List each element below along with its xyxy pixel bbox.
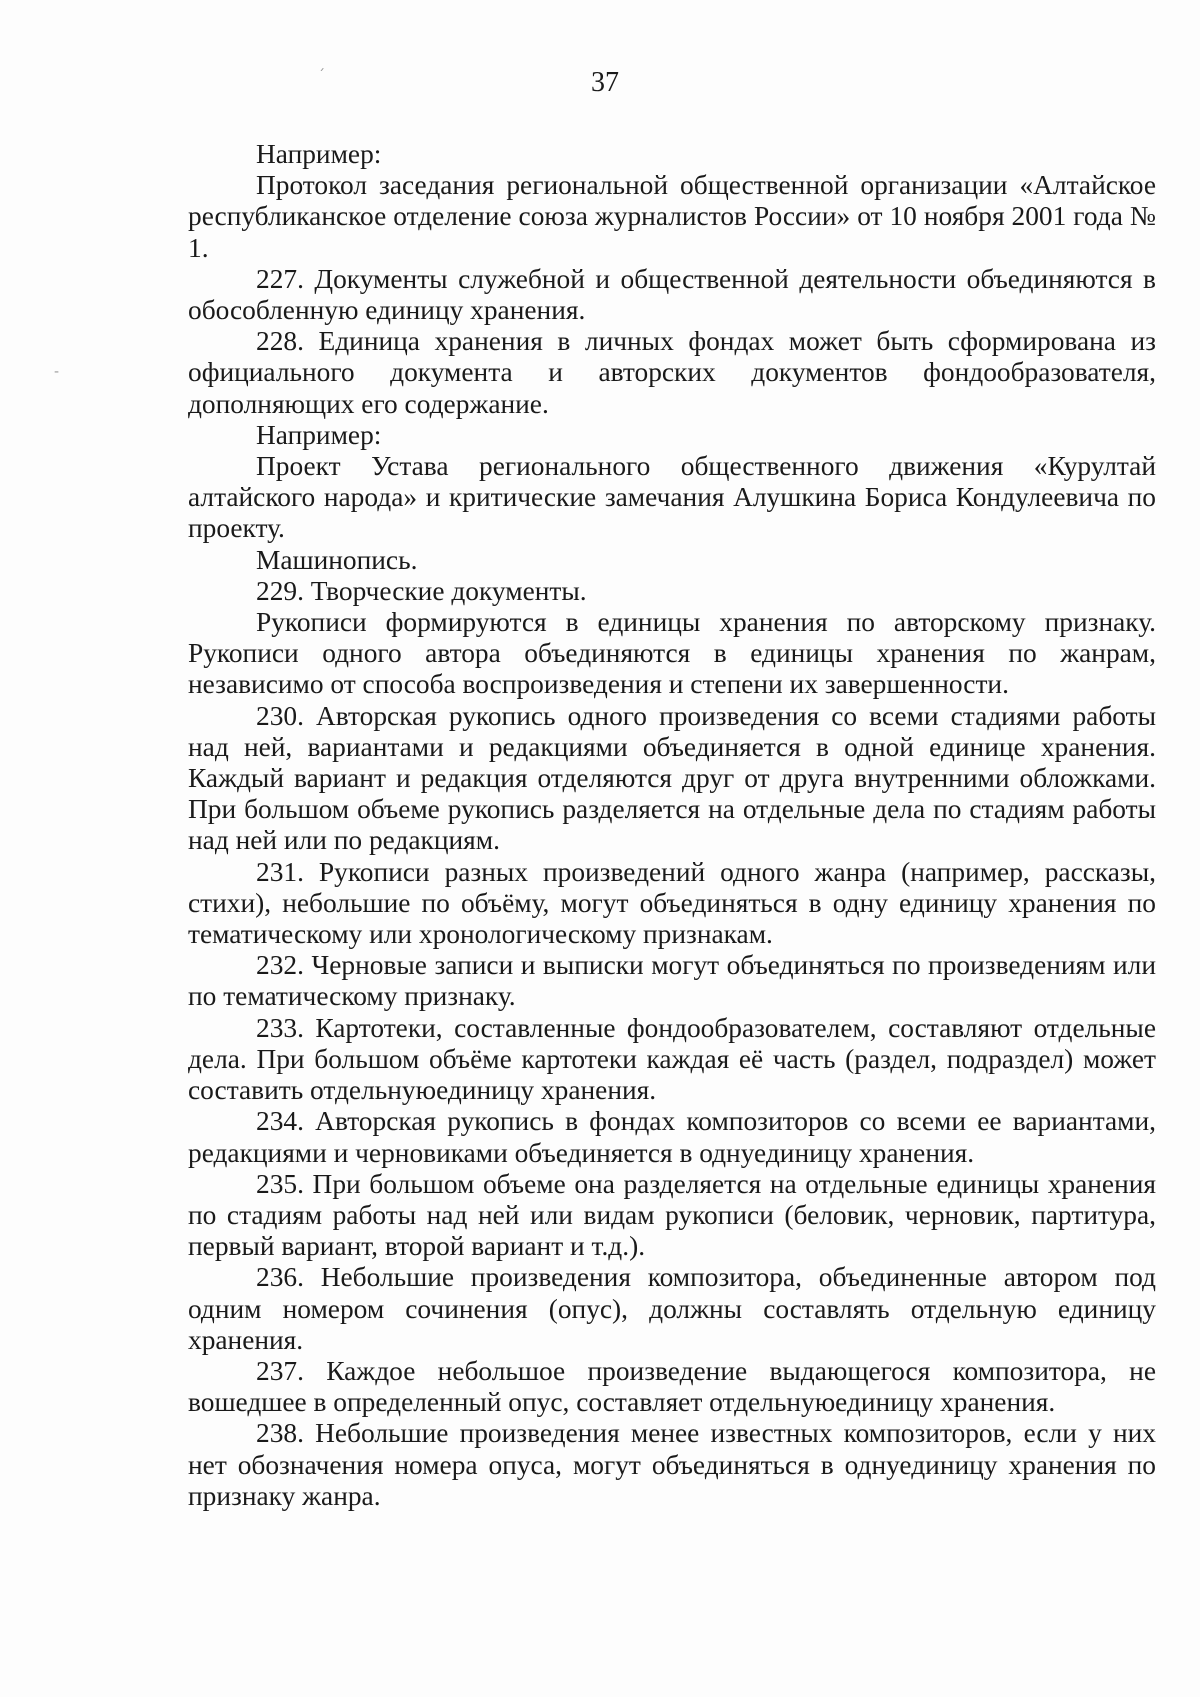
paragraph: Проект Устава регионального общественного движения «Курултай алтайского народа» и критические замечания Алушкина Бориса Кондулеевича по проекту. [188,451,1156,544]
page-number: 37 [591,67,619,98]
paragraph: 235. При большом объеме она разделяется на отдельные единицы хранения по стадиям работы над ней или видам рукописи (беловик, черновик, партитура, первый вариант, второй вариант и т.д.). [188,1168,1156,1262]
scan-speck: ˊ [318,68,325,84]
paragraph: 227. Документы служебной и общественной деятельности объединяются в обособленную единицу хранения. [188,263,1156,326]
paragraph: 231. Рукописи разных произведений одного жанра (например, рассказы, стихи), небольшие по объёму, могут объединяться в одну единицу хранения по тематическому или хронологическому признакам. [188,856,1156,950]
paragraph: Например: [256,139,382,169]
paragraph: 228. Единица хранения в личных фондах может быть сформирована из официального документа и авторских документов фондообразователя, дополняющих его содержание. [188,326,1156,419]
paragraph: Например: [256,419,382,450]
scan-speck: - [54,364,60,380]
paragraph: 237. Каждое небольшое произведение выдающегося композитора, не вошедшее в определенный опус, составляет отдельнуюединицу хранения. [188,1355,1156,1418]
paragraph: 233. Картотеки, составленные фондообразователем, составляют отдельные дела. При большом объёме картотеки каждая её часть (раздел, подраздел) может составить отдельнуюединицу хранения. [188,1012,1156,1106]
paragraph: 230. Авторская рукопись одного произведения со всеми стадиями работы над ней, вариантами и редакциями объединяется в одной единице хранения. Каждый вариант и редакция отделяются друг от друга внутренними обложками. При большом объеме рукопись разделяется на отдельные дела по стадиям работы над ней или по редакциям. [188,700,1156,856]
paragraph: 229. Творческие документы. [256,575,587,606]
paragraph: Протокол заседания региональной общественной организации «Алтайское республиканское отделение союза журналистов России» от 10 ноября 2001 года № 1. [188,170,1156,263]
paragraph: Рукописи формируются в единицы хранения по авторскому признаку. Рукописи одного автора объединяются в единицы хранения по жанрам, независимо от способа воспроизведения и степени их завершенности. [188,607,1156,700]
paragraph: 234. Авторская рукопись в фондах композиторов со всеми ее вариантами, редакциями и черновиками объединяется в однуединицу хранения. [188,1106,1156,1168]
document-body [188,139,1156,1512]
paragraph: 236. Небольшие произведения композитора, объединенные автором под одним номером сочинения (опус), должны составлять отдельную единицу хранения. [188,1262,1156,1355]
paragraph: 232. Черновые записи и выписки могут объединяться по произведениям или по тематическому признаку. [188,950,1156,1012]
paragraph: 238. Небольшие произведения менее известных композиторов, если у них нет обозначения номера опуса, могут объединяться в однуединицу хранения по признаку жанра. [188,1418,1156,1511]
paragraph: Машинопись. [256,544,418,575]
